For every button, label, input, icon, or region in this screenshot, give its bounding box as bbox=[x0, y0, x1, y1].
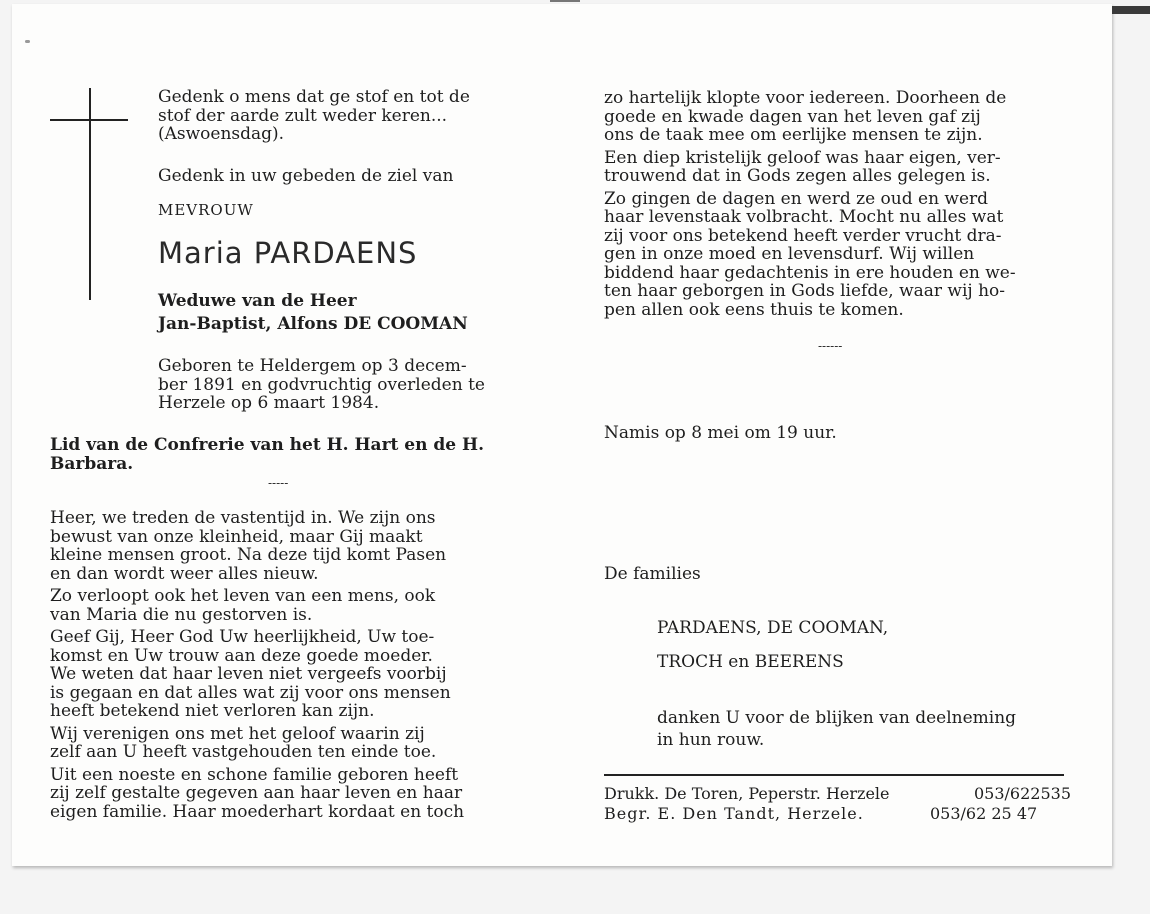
thanks-line: danken U voor de blijken van deelneming bbox=[657, 708, 1017, 728]
text-line: bewust van onze kleinheid, maar Gij maakt bbox=[50, 526, 423, 547]
text-line: Zo gingen de dagen en werd ze oud en werd bbox=[604, 188, 989, 209]
paragraph bbox=[604, 89, 1064, 145]
divider bbox=[604, 774, 1064, 776]
paragraph bbox=[50, 628, 514, 721]
text-line: Geef Gij, Heer God Uw heerlijkheid, Uw toe- bbox=[50, 627, 435, 647]
paragraph bbox=[604, 149, 1064, 186]
text-line: komst en Uw trouw aan deze goede moeder. bbox=[50, 645, 433, 666]
text-line: Wij verenigen ons met het geloof waarin zij bbox=[50, 723, 425, 744]
text-line: en dan wordt weer alles nieuw. bbox=[50, 563, 319, 584]
text-line: haar levenstaak volbracht. Mocht nu alles wat bbox=[604, 207, 1004, 227]
text-line: We weten dat haar leven niet vergeefs voorbij bbox=[50, 664, 447, 684]
deceased-name: Maria PARDAENS bbox=[158, 236, 418, 270]
paragraph bbox=[50, 766, 514, 822]
born-line: Herzele op 6 maart 1984. bbox=[158, 393, 380, 413]
undertaker-phone: 053/62 25 47 bbox=[930, 804, 1038, 823]
text-line: zelf aan U heeft vastgehouden ten einde toe. bbox=[50, 742, 437, 762]
text-line: Uit een noeste en schone familie geboren heeft bbox=[50, 764, 459, 785]
text-line: kleine mensen groot. Na deze tijd komt Pasen bbox=[50, 545, 447, 565]
text-line: ons de taak mee om eerlijke mensen te zijn. bbox=[604, 125, 983, 145]
service-info: Namis op 8 mei om 19 uur. bbox=[604, 423, 837, 443]
undertaker-info: Begr. E. Den Tandt, Herzele. bbox=[604, 804, 864, 823]
member-line: Lid van de Confrerie van het H. Hart en de H. bbox=[50, 435, 484, 455]
text-line: biddend haar gedachtenis in ere houden en we- bbox=[604, 262, 1016, 283]
born-line: ber 1891 en godvruchtig overleden te bbox=[158, 374, 485, 395]
widow-line: Weduwe van de Heer bbox=[158, 291, 357, 311]
right-text bbox=[604, 89, 1064, 319]
text-line: Heer, we treden de vastentijd in. We zijn ons bbox=[50, 508, 436, 528]
text-line: heeft betekend niet verloren kan zijn. bbox=[50, 701, 375, 721]
text-line: zij voor ons betekend heeft verder vrucht dra- bbox=[604, 225, 1002, 246]
intro-line: (Aswoensdag). bbox=[158, 124, 285, 144]
paragraph bbox=[50, 725, 514, 762]
text-line: ten haar geborgen in Gods liefde, waar wij ho- bbox=[604, 281, 1006, 301]
families-intro: De families bbox=[604, 564, 701, 584]
text-line: eigen familie. Haar moederhart kordaat en toch bbox=[50, 801, 465, 822]
husband-name: Jan-Baptist, Alfons DE COOMAN bbox=[158, 314, 468, 334]
thanks-line: in hun rouw. bbox=[657, 730, 765, 750]
separator: ------ bbox=[818, 339, 843, 353]
paragraph bbox=[604, 190, 1064, 320]
left-text bbox=[50, 509, 514, 821]
text-line: zij zelf gestalte gegeven aan haar leven en haar bbox=[50, 783, 463, 803]
text-line: is gegaan en dat alles wat zij voor ons mensen bbox=[50, 682, 451, 703]
text-line: goede en kwade dagen van het leven gaf zij bbox=[604, 106, 981, 127]
birth-death-info bbox=[158, 357, 514, 413]
text-line: Een diep kristelijk geloof was haar eigen, ver- bbox=[604, 147, 1001, 168]
intro-line: stof der aarde zult weder keren... bbox=[158, 105, 448, 126]
printer-info: Drukk. De Toren, Peperstr. Herzele bbox=[604, 784, 890, 803]
born-line: Geboren te Heldergem op 3 decem- bbox=[158, 356, 467, 376]
text-line: trouwend dat in Gods zegen alles gelegen is. bbox=[604, 166, 991, 186]
paragraph bbox=[50, 509, 514, 583]
title-mevrouw: MEVROUW bbox=[158, 201, 254, 219]
intro-line: Gedenk o mens dat ge stof en tot de bbox=[158, 87, 470, 107]
scan-mark bbox=[550, 0, 580, 2]
text-line: zo hartelijk klopte voor iedereen. Doorheen de bbox=[604, 88, 1007, 108]
cross-icon-bar bbox=[50, 119, 128, 121]
paragraph bbox=[50, 587, 514, 624]
prayer-line: Gedenk in uw gebeden de ziel van bbox=[158, 166, 454, 186]
membership bbox=[50, 436, 514, 473]
intro-verse bbox=[158, 88, 514, 144]
scan-speck bbox=[25, 40, 30, 43]
text-line: Zo verloopt ook het leven van een mens, ook bbox=[50, 586, 436, 606]
text-line: pen allen ook eens thuis te komen. bbox=[604, 299, 904, 320]
member-line: Barbara. bbox=[50, 453, 134, 474]
text-line: gen in onze moed en levensdurf. Wij willen bbox=[604, 244, 975, 264]
text-line: van Maria die nu gestorven is. bbox=[50, 604, 313, 625]
family-names: TROCH en BEERENS bbox=[657, 652, 844, 672]
printer-phone: 053/622535 bbox=[974, 784, 1072, 803]
family-names: PARDAENS, DE COOMAN, bbox=[657, 618, 889, 638]
scan-edge bbox=[1112, 6, 1150, 14]
separator: ----- bbox=[268, 476, 289, 490]
